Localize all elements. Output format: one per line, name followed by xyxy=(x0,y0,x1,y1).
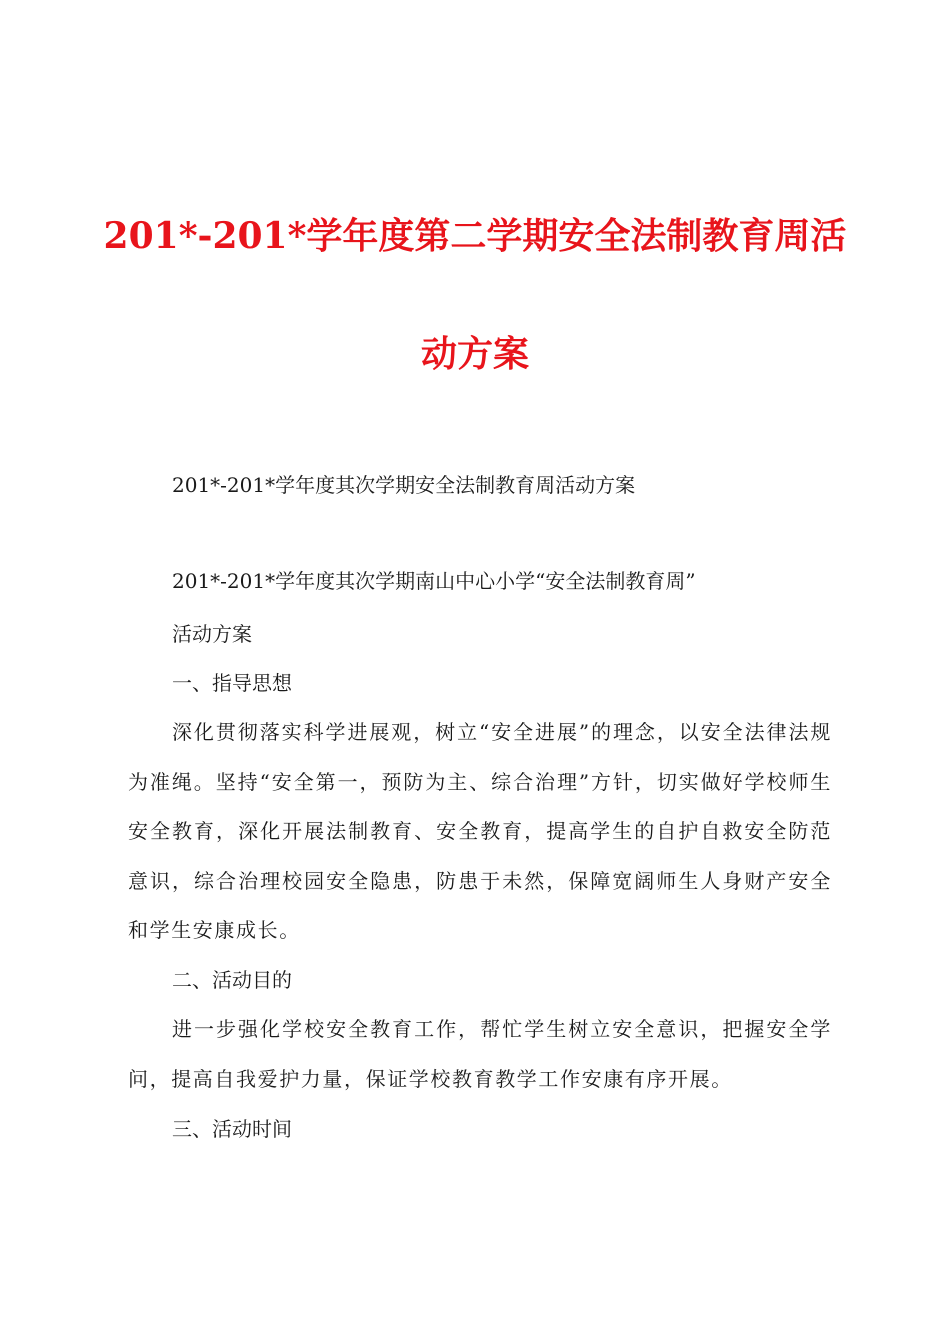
section-heading-activity-time: 三、活动时间 xyxy=(172,1117,292,1141)
school-heading-line-2: 活动方案 xyxy=(172,622,252,646)
document-subtitle: 201*-201*学年度其次学期安全法制教育周活动方案 xyxy=(172,473,636,497)
school-heading-line-1: 201*-201*学年度其次学期南山中心小学“安全法制教育周” xyxy=(172,569,696,593)
section-body-activity-purpose: 进一步强化学校安全教育工作，帮忙学生树立安全意识，把握安全学问，提高自我爱护力量，保证学校教育教学工作安康有序开展。 xyxy=(128,1017,832,1091)
section-heading-activity-purpose: 二、活动目的 xyxy=(172,968,292,992)
section-heading-guiding-thought: 一、指导思想 xyxy=(172,671,292,695)
document-title-line-1: 201*-201*学年度第二学期安全法制教育周活 xyxy=(103,215,847,257)
document-title-line-2: 动方案 xyxy=(420,333,529,375)
section-body-guiding-thought: 深化贯彻落实科学进展观，树立“安全进展”的理念，以安全法律法规为准绳。坚持“安全第一，预防为主、综合治理”方针，切实做好学校师生安全教育，深化开展法制教育、安全教育，提高学生的自护自救安全防范意识，综合治理校园安全隐患，防患于未然，保障宽阔师生人身财产安全和学生安康成长。 xyxy=(128,720,832,942)
